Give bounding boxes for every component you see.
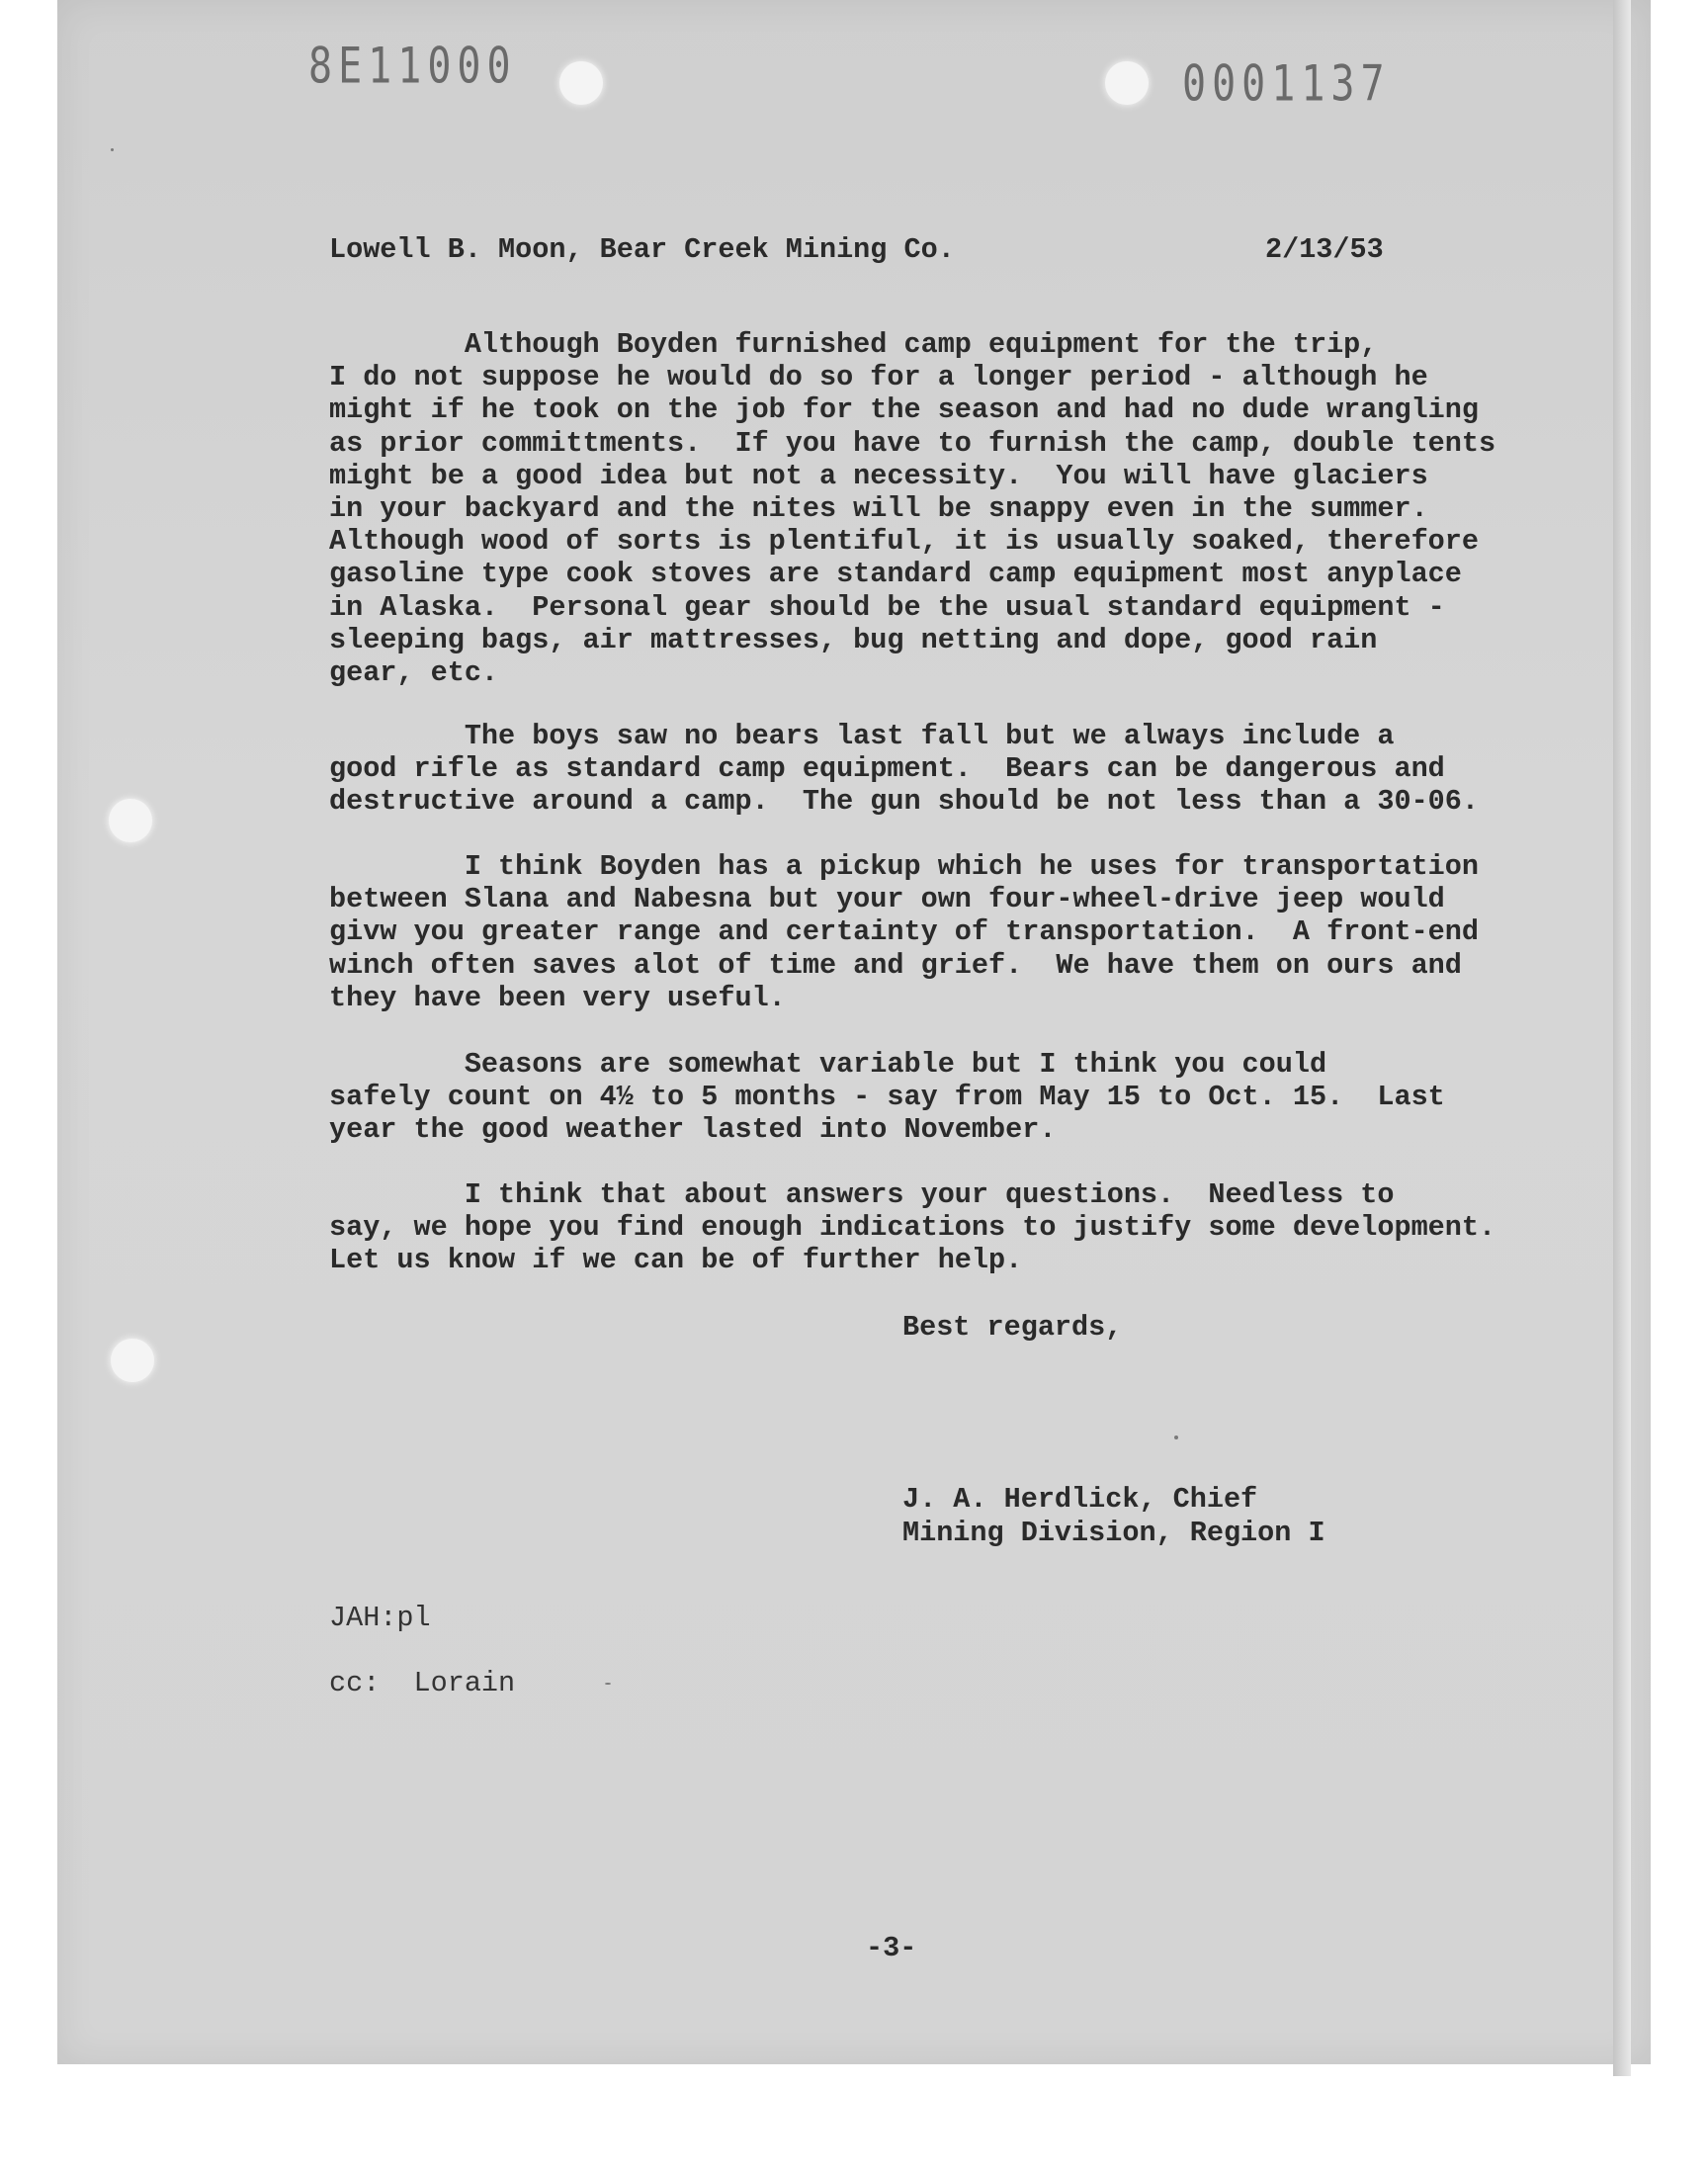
archive-stamp-right: 0001137 (1182, 55, 1391, 113)
paper-speck (1174, 1436, 1178, 1439)
paragraph-closing-remarks: I think that about answers your questions. Needless to say, we hope you find enough indications to justify some development. Let us know if we can be of further help. (329, 1178, 1496, 1277)
paragraph-seasons: Seasons are somewhat variable but I think you could safely count on 4½ to 5 months - say from May 15 to Oct. 15. Last year the good weather lasted into November. (329, 1048, 1445, 1147)
page-number: -3- (866, 1932, 917, 1964)
paper-speck (605, 1683, 611, 1685)
page-edge (1613, 0, 1631, 2076)
signature-title: Mining Division, Region I (902, 1517, 1325, 1549)
punch-hole-side-upper (109, 799, 152, 842)
punch-hole-side-lower (111, 1339, 154, 1382)
letter-date: 2/13/53 (1265, 233, 1384, 266)
paragraph-bears: The boys saw no bears last fall but we always include a good rifle as standard camp equipment. Bears can be dangerous and destructive around a camp. The gun should be not less than a 30-06. (329, 720, 1479, 819)
archive-stamp-left: 8E11000 (308, 38, 517, 95)
complimentary-close: Best regards, (902, 1311, 1123, 1344)
recipient-line: Lowell B. Moon, Bear Creek Mining Co. (329, 233, 955, 266)
reference-initials: JAH:pl (329, 1602, 431, 1634)
paper-speck (111, 148, 114, 151)
letter-page (57, 0, 1651, 2064)
punch-hole-top-right (1105, 61, 1149, 105)
carbon-copy-line: cc: Lorain (329, 1667, 516, 1699)
paragraph-camp-equipment: Although Boyden furnished camp equipment for the trip, I do not suppose he would do so for a longer period - although he might if he took on the job for the season and had no dude wrangling as prior committments. If you have to furnish the camp, double tents might be a good idea but not a necessity. You will have glaciers in your backyard and the nites will be snappy even in the summer. Although wood of sorts is plentiful, it is usually soaked, therefore gasoline type cook stoves are standard camp equipment most anyplace in Alaska. Personal gear should be the usual standard equipment - sleeping bags, air mattresses, bug netting and dope, good rain gear, etc. (329, 328, 1496, 690)
punch-hole-top-left (559, 61, 603, 105)
paragraph-transportation: I think Boyden has a pickup which he uses for transportation between Slana and Nabesna but your own four-wheel-drive jeep would givw you greater range and certainty of transportation. A front-end winch often saves alot of time and grief. We have them on ours and they have been very useful. (329, 850, 1479, 1014)
signature-name: J. A. Herdlick, Chief (902, 1483, 1258, 1516)
